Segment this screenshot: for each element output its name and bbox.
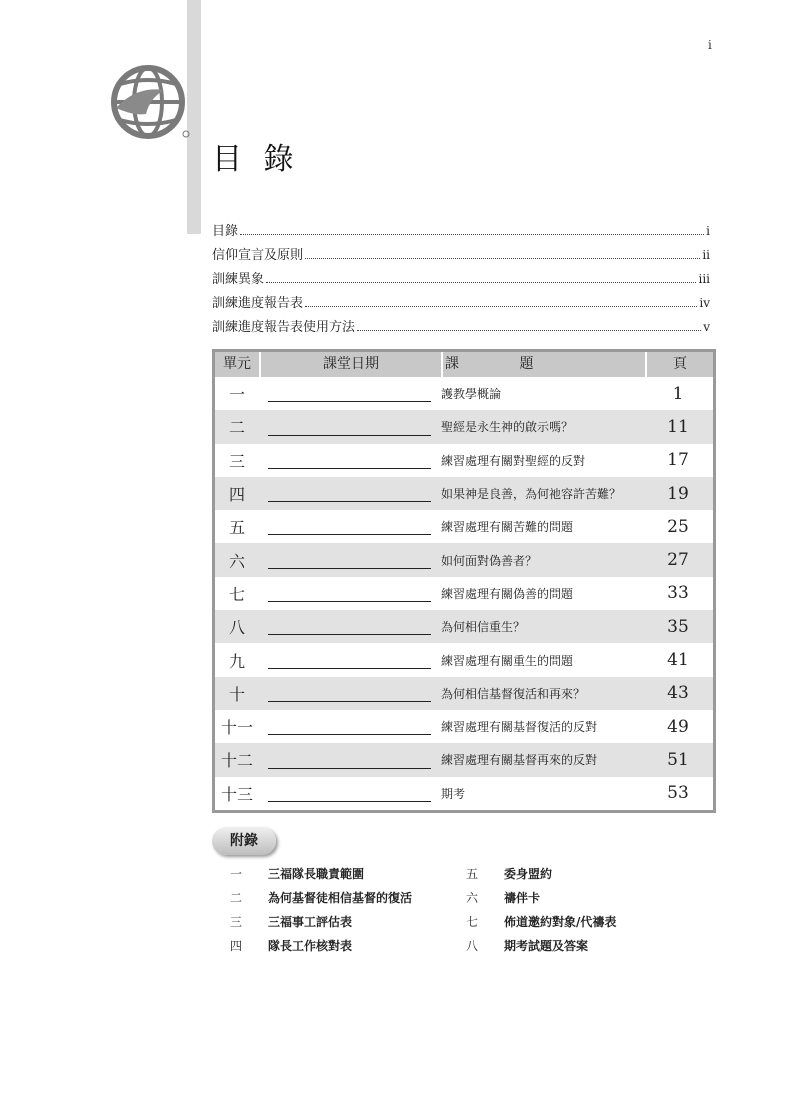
unit-topic: 聖經是永生神的啟示嗎？: [441, 420, 574, 435]
date-field[interactable]: [259, 643, 439, 676]
unit-number: 二: [228, 418, 245, 438]
toc-row[interactable]: [212, 268, 710, 292]
table-row: [215, 543, 713, 576]
appendix-item[interactable]: [448, 862, 552, 886]
appendix-label: 期考試題及答案: [504, 939, 589, 953]
table-row: [215, 710, 713, 743]
date-field[interactable]: [259, 610, 439, 643]
unit-topic: 練習處理有關偽善的問題: [441, 586, 574, 601]
toc-page: v: [703, 320, 710, 334]
toc-row[interactable]: [212, 316, 710, 340]
date-line: [268, 401, 431, 402]
toc-label: 訓練異象: [212, 272, 265, 287]
toc-leader: [266, 282, 696, 283]
date-line: [268, 701, 431, 702]
unit-topic: 練習處理有關重生的問題: [441, 653, 574, 668]
appendix-label: 委身盟約: [504, 867, 553, 881]
appendix-item[interactable]: [448, 934, 588, 958]
date-line: [268, 568, 431, 569]
toc-label: 訓練進度報告表使用方法: [212, 320, 356, 335]
toc-label: 目錄: [212, 224, 239, 239]
table-row: [215, 477, 713, 510]
toc-row[interactable]: [212, 220, 710, 244]
appendix-label: 三福事工評估表: [268, 915, 353, 929]
toc-row[interactable]: [212, 292, 710, 316]
date-field[interactable]: [259, 477, 439, 510]
unit-topic: 如何面對偽善者？: [441, 553, 538, 568]
page-number: i: [708, 38, 712, 52]
appendix-label: 禱伴卡: [504, 891, 541, 905]
appendix-item[interactable]: [448, 886, 540, 910]
date-line: [268, 768, 431, 769]
globe-logo-icon: [106, 64, 190, 142]
unit-number: 十三: [220, 784, 253, 804]
table-row: [215, 677, 713, 710]
unit-topic: 為何相信基督復活和再來？: [441, 686, 586, 701]
appendix-number: 二: [229, 891, 242, 905]
unit-number: 五: [228, 518, 245, 538]
header-page: 頁: [673, 356, 687, 372]
unit-topic: 練習處理有關對聖經的反對: [441, 453, 586, 468]
appendix-label: 隊長工作核對表: [268, 939, 353, 953]
date-line: [268, 534, 431, 535]
appendix-label: 三福隊長職責範圍: [268, 867, 365, 881]
unit-page: 27: [667, 550, 689, 571]
date-field[interactable]: [259, 710, 439, 743]
table-row: [215, 444, 713, 477]
unit-page: 17: [667, 450, 689, 471]
unit-topic: 練習處理有關基督復活的反對: [441, 720, 598, 735]
date-line: [268, 668, 431, 669]
unit-page: 19: [667, 483, 689, 504]
header-topic: 課 題: [443, 352, 647, 377]
appendix-number: 六: [465, 891, 478, 905]
toc-label: 信仰宣言及原則: [212, 248, 304, 263]
unit-topic: 為何相信重生？: [441, 620, 526, 635]
unit-topic: 練習處理有關苦難的問題: [441, 520, 574, 535]
appendix-number: 一: [229, 867, 242, 881]
unit-topic: 護教學概論: [441, 387, 502, 402]
toc-leader: [240, 234, 704, 235]
date-field[interactable]: [259, 444, 439, 477]
appendix-title: 附錄: [212, 827, 276, 855]
toc-leader: [357, 330, 701, 331]
table-row: [215, 610, 713, 643]
units-table: [212, 349, 716, 813]
date-line: [268, 801, 431, 802]
appendix-number: 七: [465, 915, 478, 929]
date-line: [268, 468, 431, 469]
unit-page: 25: [667, 516, 689, 537]
table-row: [215, 410, 713, 443]
unit-number: 九: [228, 651, 245, 671]
appendix-label: 佈道邀約對象/代禱表: [504, 915, 617, 929]
date-line: [268, 734, 431, 735]
toc-page: ii: [702, 248, 710, 262]
unit-page: 35: [667, 616, 689, 637]
date-field[interactable]: [259, 577, 439, 610]
units-table-header: [215, 352, 713, 377]
table-row: [215, 777, 713, 810]
appendix-item[interactable]: [212, 862, 364, 886]
toc-page: iv: [699, 296, 710, 310]
date-field[interactable]: [259, 677, 439, 710]
date-line: [268, 501, 431, 502]
unit-page: 53: [667, 783, 689, 804]
unit-number: 一: [228, 385, 245, 405]
unit-page: 49: [667, 716, 689, 737]
unit-number: 十: [228, 684, 245, 704]
table-row: [215, 743, 713, 776]
date-field[interactable]: [259, 543, 439, 576]
toc-label: 訓練進度報告表: [212, 296, 304, 311]
date-line: [268, 634, 431, 635]
appendix-item[interactable]: [212, 934, 352, 958]
toc-page: iii: [698, 272, 710, 286]
table-row: [215, 643, 713, 676]
appendix-number: 三: [229, 915, 242, 929]
header-unit: 單元: [215, 352, 261, 377]
appendix-number: 八: [465, 939, 478, 953]
unit-number: 八: [228, 618, 245, 638]
date-field[interactable]: [259, 743, 439, 776]
table-row: [215, 577, 713, 610]
unit-number: 六: [228, 551, 245, 571]
table-row: [215, 377, 713, 410]
toc-row[interactable]: [212, 244, 710, 268]
toc-page: i: [706, 224, 710, 238]
page-title: 目 錄: [212, 142, 300, 177]
unit-number: 四: [228, 485, 245, 505]
unit-number: 十一: [220, 718, 253, 738]
unit-topic: 如果神是良善，為何祂容許苦難？: [441, 487, 622, 502]
date-line: [268, 601, 431, 602]
toc-leader: [305, 306, 697, 307]
toc: [212, 220, 710, 340]
unit-number: 七: [228, 584, 245, 604]
appendix-label: 為何基督徒相信基督的復活: [268, 891, 413, 905]
date-field[interactable]: [259, 510, 439, 543]
date-field[interactable]: [259, 377, 439, 410]
appendix-number: 五: [465, 867, 478, 881]
unit-page: 1: [672, 383, 684, 404]
unit-page: 51: [667, 749, 689, 770]
unit-topic: 期考: [441, 786, 466, 801]
date-field[interactable]: [259, 410, 439, 443]
table-row: [215, 510, 713, 543]
unit-page: 41: [667, 650, 689, 671]
toc-leader: [305, 258, 700, 259]
header-date: 課堂日期: [261, 352, 443, 377]
unit-page: 33: [667, 583, 689, 604]
appendix-item[interactable]: [212, 910, 352, 934]
unit-page: 11: [667, 416, 689, 437]
unit-number: 十二: [220, 751, 253, 771]
unit-number: 三: [228, 451, 245, 471]
unit-page: 43: [667, 683, 689, 704]
appendix-item[interactable]: [448, 910, 616, 934]
date-field[interactable]: [259, 777, 439, 810]
date-line: [268, 435, 431, 436]
unit-topic: 練習處理有關基督再來的反對: [441, 753, 598, 768]
appendix-number: 四: [229, 939, 242, 953]
appendix-item[interactable]: [212, 886, 412, 910]
